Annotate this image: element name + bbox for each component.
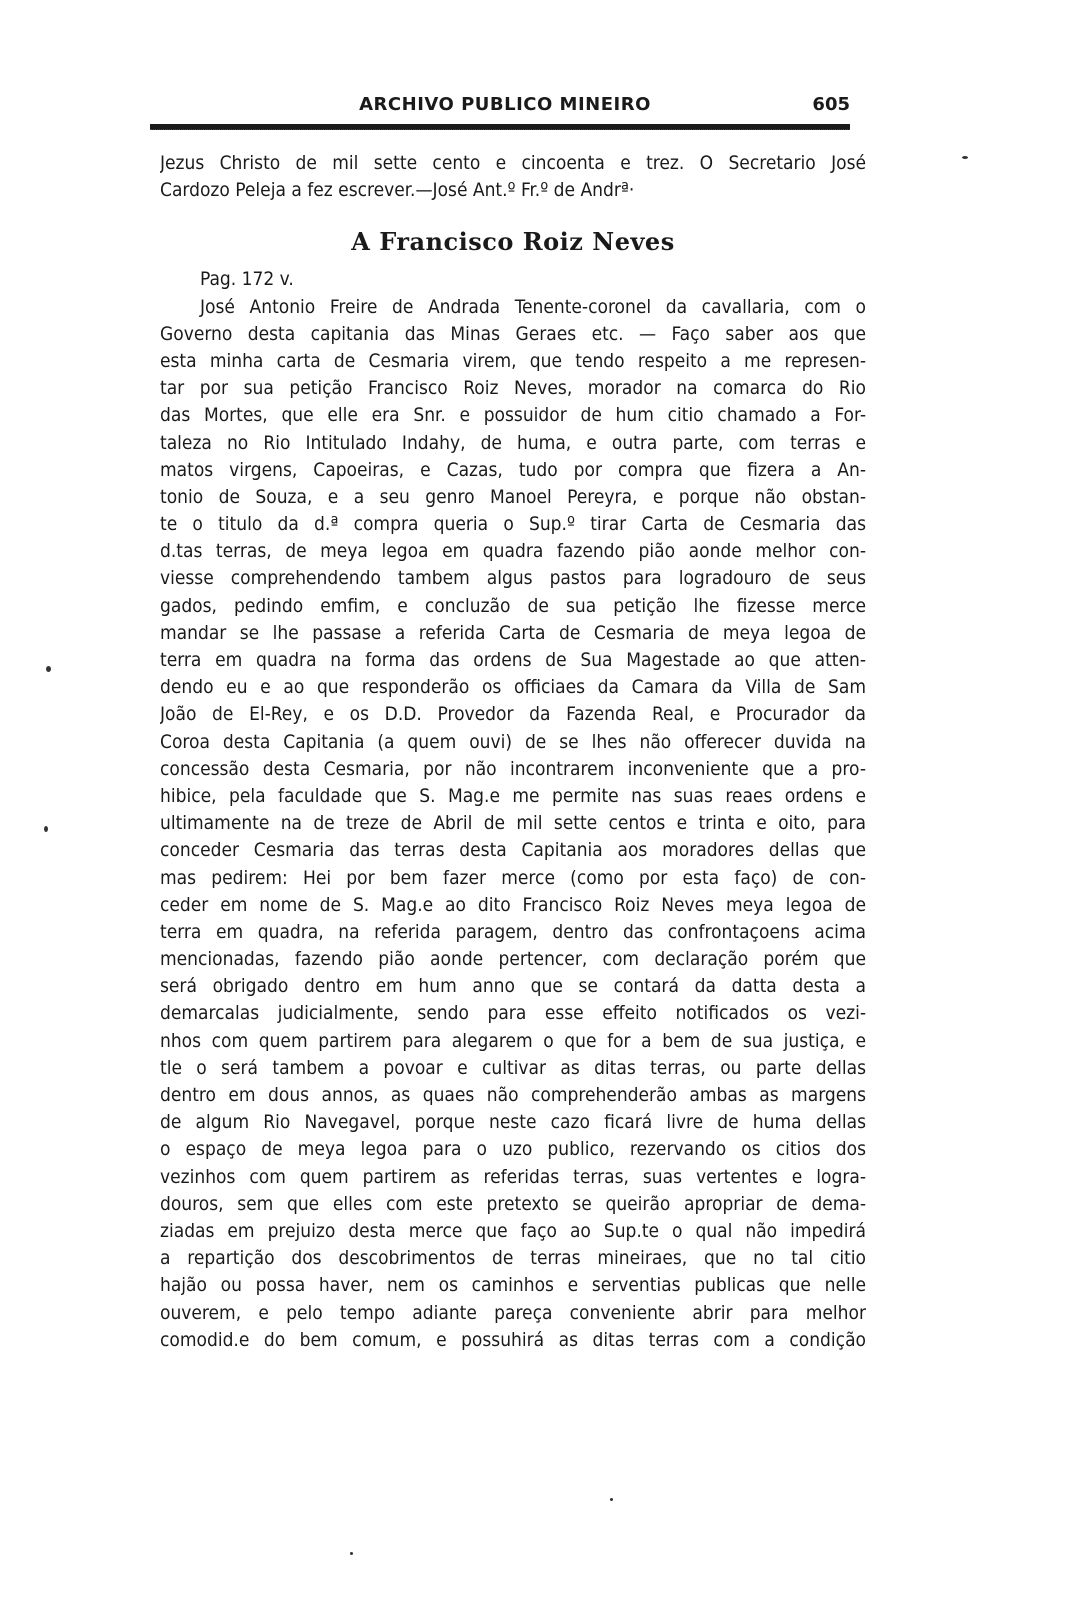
text-line: Coroa desta Capitania (a quem ouvi) de se lhes não offerecer duvida na	[160, 730, 866, 753]
text-line: das Mortes, que elle era Snr. e possuidor de hum citio chamado a For-	[160, 404, 866, 427]
text-line: José Antonio Freire de Andrada Tenente-coronel da cavallaria, com o	[200, 295, 866, 318]
text-line: douros, sem que elles com este pretexto se queirão apropriar de dema-	[160, 1192, 866, 1215]
margin-speck	[44, 826, 48, 832]
text-line: João de El-Rey, e os D.D. Provedor da Fazenda Real, e Procurador da	[160, 703, 866, 726]
paragraph	[160, 294, 866, 1354]
text-line: demarcalas judicialmente, sendo para esse effeito notificados os vezi-	[160, 1002, 866, 1025]
text-line: o espaço de meya legoa para o uzo publico, rezervando os citios dos	[160, 1138, 866, 1161]
text-line: concessão desta Cesmaria, por não incontrarem inconveniente que a pro-	[160, 757, 866, 780]
text-line: ultimamente na de treze de Abril de mil sette centos e trinta e oito, para	[160, 812, 866, 835]
text-line: de algum Rio Navegavel, porque neste cazo ficará livre de huma dellas	[160, 1111, 866, 1134]
text-line: ziadas em prejuizo desta merce que faço ao Sup.te o qual não impedirá	[160, 1219, 866, 1242]
text-line: tonio de Souza, e a seu genro Manoel Pereyra, e porque não obstan-	[160, 485, 866, 508]
text-line: esta minha carta de Cesmaria virem, que tendo respeito a me represen-	[160, 349, 866, 372]
text-line: a repartição dos descobrimentos de terras mineiraes, que no tal citio	[160, 1247, 866, 1270]
margin-speck	[962, 156, 968, 159]
text-line: nhos com quem partirem para alegarem o que for a bem de sua justiça, e	[160, 1029, 866, 1052]
text-line: dentro em dous annos, as quaes não comprehenderão ambas as margens	[160, 1084, 866, 1106]
running-title: ARCHIVO PUBLICO MINEIRO	[359, 94, 651, 115]
text-line: taleza no Rio Intitulado Indahy, de huma, e outra parte, com terras e	[160, 431, 866, 454]
text-line: conceder Cesmaria das terras desta Capitania aos moradores dellas que	[160, 839, 866, 862]
text-line: será obrigado dentro em hum anno que se contará da datta desta a	[160, 975, 866, 998]
text-line: mencionadas, fazendo pião aonde pertencer, com declaração porém que	[160, 948, 866, 971]
margin-speck	[350, 1552, 353, 1555]
margin-speck	[46, 666, 51, 672]
text-line: te o titulo da d.ª compra queria o Sup.º tirar Carta de Cesmaria das	[160, 513, 866, 536]
text-line: ceder em nome de S. Mag.e ao dito Francisco Roiz Neves meya legoa de	[160, 893, 866, 916]
header-rule	[150, 124, 850, 130]
text-line: hibice, pela faculdade que S. Mag.e me permite nas suas reaes ordens e	[160, 784, 866, 807]
text-line: tle o será tambem a povoar e cultivar as ditas terras, ou parte dellas	[160, 1056, 866, 1079]
section-heading: A Francisco Roiz Neves	[351, 227, 675, 257]
text-line: gados, pedindo emfim, e concluzão de sua petição lhe fizesse merce	[160, 594, 866, 617]
page-reference: Pag. 172 v.	[200, 268, 294, 291]
text-line: ouverem, e pelo tempo adiante pareça conveniente abrir para melhor	[160, 1301, 866, 1324]
text-line: Jezus Christo de mil sette cento e cincoenta e trez. O Secretario José	[160, 152, 866, 174]
text-line: terra em quadra na forma das ordens de Sua Magestade ao que atten-	[160, 649, 866, 671]
margin-speck	[610, 1498, 613, 1501]
text-line: Governo desta capitania das Minas Geraes etc. — Faço saber aos que	[160, 322, 866, 345]
body-text	[160, 150, 866, 1354]
text-line: hajão ou possa haver, nem os caminhos e serventias publicas que nelle	[160, 1274, 866, 1297]
text-line: viesse comprehendendo tambem algus pastos para logradouro de seus	[160, 567, 866, 590]
text-line: vezinhos com quem partirem as referidas terras, suas vertentes e logra-	[160, 1165, 866, 1188]
text-line: mandar se lhe passase a referida Carta de Cesmaria de meya legoa de	[160, 621, 866, 644]
text-line: terra em quadra, na referida paragem, dentro das confrontaçoens acima	[160, 920, 866, 943]
text-line: mas pedirem: Hei por bem fazer merce (como por esta faço) de con-	[160, 866, 866, 889]
text-line: matos virgens, Capoeiras, e Cazas, tudo por compra que fizera a An-	[160, 458, 866, 481]
text-line: dendo eu e ao que responderão os officiaes da Camara da Villa de Sam	[160, 676, 866, 699]
page-header	[160, 92, 850, 122]
text-line: Cardozo Peleja a fez escrever.—José Ant.º Fr.º de Andrª·	[160, 179, 635, 202]
text-line: tar por sua petição Francisco Roiz Neves, morador na comarca do Rio	[160, 377, 866, 400]
text-line: d.tas terras, de meya legoa em quadra fazendo pião aonde melhor con-	[160, 540, 866, 563]
page-number: 605	[812, 94, 850, 115]
text-line: comodid.e do bem comum, e possuhirá as ditas terras com a condição	[160, 1328, 866, 1351]
